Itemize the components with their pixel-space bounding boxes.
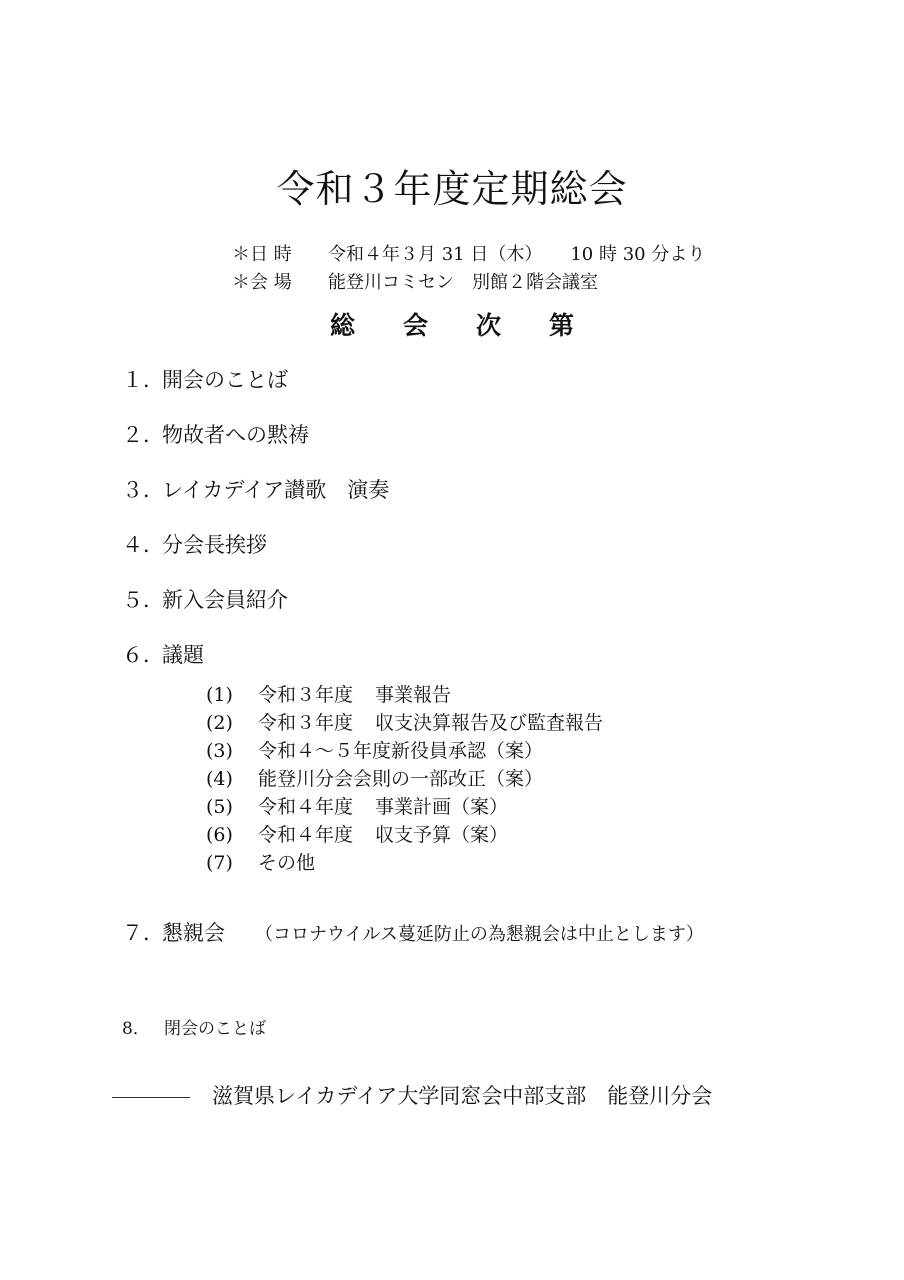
subitem-text-b: 収支予算（案） [375, 824, 509, 846]
venue-label: ＊会 場 [232, 272, 292, 293]
organization-footer [112, 1080, 712, 1110]
item-label: 閉会のことば [164, 1019, 266, 1039]
item-number: １． [122, 368, 164, 392]
subitem-text-a: 令和４年度 [258, 796, 354, 818]
subitem-text-a: 令和３年度 [258, 684, 354, 706]
subitem-text-b: 事業計画（案） [375, 796, 509, 818]
agenda-subitem [206, 708, 603, 735]
item-label: 新入会員紹介 [162, 588, 288, 612]
item-label: 懇親会 [162, 921, 225, 945]
dash-line [112, 1097, 190, 1098]
item-number: 8． [122, 1019, 150, 1039]
item-number: ５． [122, 588, 164, 612]
agenda-subitem [206, 764, 543, 791]
subitem-text-a: 令和３年度 [258, 712, 354, 734]
subitem-number: (7) [206, 852, 233, 874]
subitem-text-b: 収支決算報告及び監査報告 [375, 712, 604, 734]
subitem-number: (3) [206, 740, 233, 762]
item-label: 議題 [162, 643, 204, 667]
item-number: ２． [122, 423, 164, 447]
subitem-number: (5) [206, 796, 233, 818]
subitem-text-a: 令和４～５年度新役員承認（案） [258, 740, 544, 762]
item-number: ６． [122, 643, 164, 667]
organization-name: 滋賀県レイカデイア大学同窓会中部支部 能登川分会 [212, 1084, 713, 1108]
item-number: ３． [122, 478, 164, 502]
subitem-text-a: その他 [258, 852, 316, 874]
agenda-subitem [206, 848, 315, 875]
meta-venue-row [232, 268, 598, 294]
list-item [122, 639, 204, 669]
agenda-heading: 総会次第 [329, 311, 622, 340]
agenda-subitem [206, 736, 543, 763]
item-number: ４． [122, 533, 164, 557]
item-label: 分会長挨拶 [162, 533, 267, 557]
list-item [122, 584, 288, 614]
list-item [122, 364, 288, 394]
meta-date-row [232, 240, 705, 266]
date-label: ＊日 時 [232, 244, 292, 265]
list-item [122, 917, 704, 947]
list-item [122, 1014, 266, 1039]
subitem-text-a: 能登川分会会則の一部改正（案） [258, 768, 544, 790]
item-label: レイカデイア讃歌 演奏 [162, 478, 390, 502]
page-title: 令和３年度定期総会 [276, 167, 628, 211]
subitem-number: (6) [206, 824, 233, 846]
item-label: 物故者への黙祷 [162, 423, 309, 447]
agenda-subitem [206, 680, 451, 707]
list-item [122, 474, 389, 504]
subitem-number: (1) [206, 684, 233, 706]
agenda-subitem [206, 820, 508, 847]
venue-value: 能登川コミセン 別館２階会議室 [328, 272, 598, 293]
list-item [122, 529, 267, 559]
item-note: （コロナウイルス蔓延防止の為懇親会は中止とします） [255, 924, 704, 945]
agenda-subitem [206, 792, 508, 819]
subitem-text-b: 事業報告 [375, 684, 452, 706]
item-number: ７． [122, 921, 164, 945]
subitem-number: (4) [206, 768, 233, 790]
subitem-text-a: 令和４年度 [258, 824, 354, 846]
list-item [122, 419, 309, 449]
time-value: 10 時 30 分より [570, 244, 706, 265]
date-value: 令和４年３月 31 日（木） [328, 244, 543, 265]
item-label: 開会のことば [162, 368, 288, 392]
subitem-number: (2) [206, 712, 233, 734]
